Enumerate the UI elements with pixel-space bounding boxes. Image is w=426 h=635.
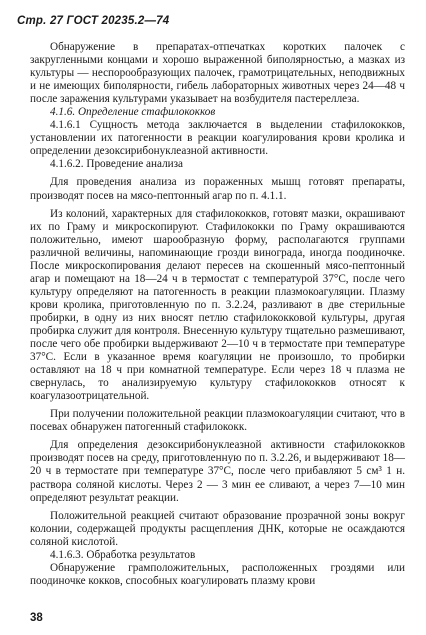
paragraph-method-essence: 4.1.6.1 Сущность метода заключается в выделении стафилококков, установлении их патогенности в реакции коагулирования крови кролика и определении дезоксирибонуклеазной активности. — [30, 119, 405, 158]
paragraph-results: Обнаружение грамположительных, расположенных гроздями или поодиночке кокков, способных коагулировать плазму крови — [30, 561, 405, 587]
paragraph-analysis-prep: Для проведения анализа из пораженных мышц готовят препараты, производят посев на мясо-пептонный агар по п. 4.1.1. — [30, 176, 405, 202]
page-header — [17, 15, 169, 27]
document-body — [30, 41, 405, 588]
paragraph-positive-zone: Положительной реакцией считают образование прозрачной зоны вокруг колонии, содержащей продукты расщепления ДНК, которые не осаждаются соляной кислотой. — [30, 509, 405, 548]
standard-number: ГОСТ 20235.2—74 — [66, 15, 170, 27]
paragraph-colonies: Из колоний, характерных для стафилококков, готовят мазки, окрашивают их по Граму и микроскопируют. Стафилококки по Граму окрашиваются положительно, имеют шарообразную форму, располагаются группами различной величины, напоминающие грозди винограда, иногда поодиночке. После микроскопирования делают пересев на скошенный мясо-пептонный агар и помещают на 18—24 ч в термостат с температурой 37°С, после чего культуру определяют на патогенность в реакции плазмокоагуляции. Плазму крови кролика, приготовленную по п. 3.2.24, разливают в две стерильные пробирки, в одну из них вносят петлю стафилококковой культуры, другая пробирка служит для контроля. Внесенную культуру тщательно размешивают, после чего обе пробирки выдерживают 2—10 ч в термостате при температуре 37°С. Если в указанное время коагуляции не произошло, то пробирки оставляют на 18 ч при комнатной температуре. Если через 18 ч плазма не свернулась, то анализируемую культуру стафилококков относят к коагулазоотрицательной. — [30, 207, 405, 403]
page-number: 38 — [30, 612, 43, 624]
paragraph-dnase-activity: Для определения дезоксирибонуклеазной активности стафилококков производят посев на среду, приготовленную по п. 3.2.26, и выдерживают 18—20 ч в термостате при температуре 37°С, после чего прибавляют 5 см³ 1 н. раствора соляной кислоты. Через 2 — 3 мин ее сливают, а через 7—10 мин определяют результат реакции. — [30, 439, 405, 504]
page-label: Стр. 27 — [17, 15, 64, 27]
section-heading-4-1-6-3: 4.1.6.3. Обработка результатов — [50, 548, 196, 561]
section-heading-4-1-6-2: 4.1.6.2. Проведение анализа — [50, 158, 184, 171]
paragraph-positive-reaction: При получении положительной реакции плазмокоагуляции считают, что в посевах обнаружен патогенный стафилококк. — [30, 408, 405, 434]
section-heading-4-1-6: 4.1.6. Определение стафилококков — [50, 106, 216, 119]
paragraph-intro: Обнаружение в препаратах-отпечатках коротких палочек с закругленными концами и хорошо выраженной биполярностью, а мазках из культуры — неспорообразующих палочек, грамотрицательных, неподвижных и не имеющих биполярности, гибель лабораторных животных через 24—48 ч после заражения культурами указывает на возбудителя пастереллеза. — [30, 41, 405, 106]
